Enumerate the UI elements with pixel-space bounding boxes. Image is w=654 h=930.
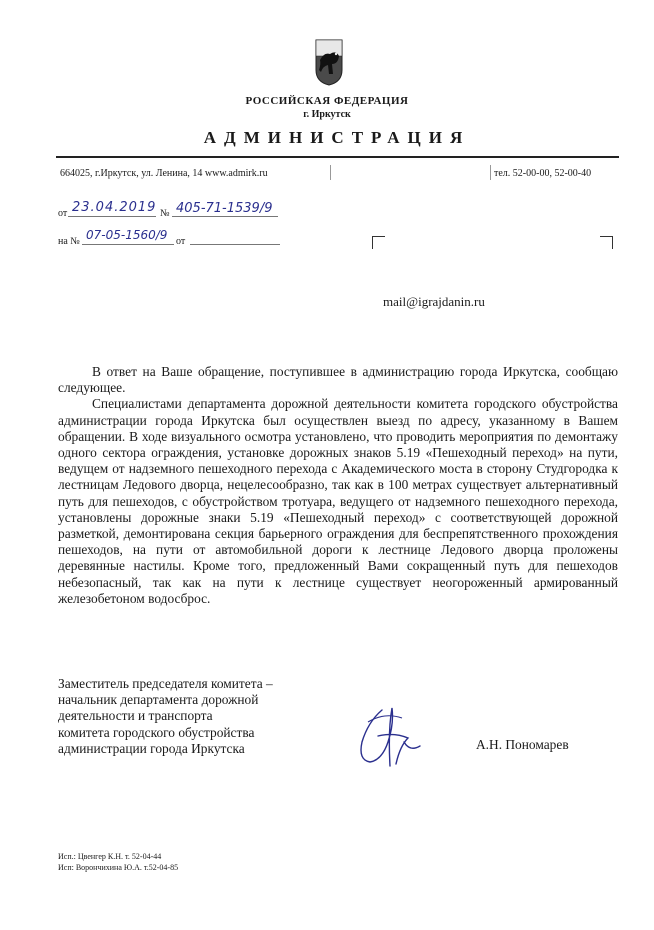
handwritten-signature	[348, 702, 428, 772]
executor-line: Исп: Ворончихина Ю.А. т.52-04-85	[58, 863, 179, 872]
reply-label: на №	[58, 236, 80, 247]
letter-body	[58, 364, 618, 607]
coat-of-arms-emblem	[314, 34, 344, 86]
recipient-email: mail@igrajdanin.ru	[383, 294, 485, 309]
city-name: г. Иркутск	[303, 109, 351, 120]
divider-mark	[330, 165, 331, 180]
date-label: от	[58, 208, 68, 219]
divider-mark	[490, 165, 491, 180]
organization-title: АДМИНИСТРАЦИЯ	[203, 128, 471, 147]
address-line: 664025, г.Иркутск, ул. Ленина, 14 www.admirk.ru	[60, 168, 268, 179]
reply-date-label: от	[176, 236, 186, 247]
phone-line: тел. 52-00-00, 52-00-40	[494, 168, 592, 179]
redacted-addressee	[380, 248, 540, 282]
body-paragraph: Специалистами департамента дорожной деятельности комитета городского обустройства администрации города Иркутска был осуществлен выезд по адресу, указанному в Вашем обращении. В ходе визуального осмотра установлено, что проводить мероприятия по демонтажу одного сектора ограждения, установке дорожных знаков 5.19 «Пешеходный переход» на пути, ведущем от надземного пешеходного перехода с Академического моста в сторону Студгородка к лестницам Ледового дворца, нецелесообразно, так как в 100 метрах существует альтернативный путь для пешеходов, с обустройством тротуара, ведущего от надземного пешеходного перехода, установлены дорожные знаки 5.19 «Пешеходный переход» с соответствующей дорожной разметкой, демонтирована секция барьерного ограждения для беспрепятственного прохождения пешеходов, на пути от автомобильной дороги к лестнице Ледового дворца проложены деревянные настилы. Кроме того, предложенный Вами сокращенный путь для пешеходов небезопасный, так как на пути к лестнице существует неогороженный армированный железобетоном водосброс.	[58, 396, 618, 606]
address-block-corner-right	[600, 236, 613, 249]
handwritten-date: 23.04.2019	[72, 200, 157, 215]
signatory-name: А.Н. Пономарев	[476, 737, 569, 752]
executor-line: Исп.: Цвенгер К.Н. т. 52-04-44	[58, 852, 162, 861]
body-paragraph: В ответ на Ваше обращение, поступившее в администрацию города Иркутска, сообщаю следующее.	[58, 364, 618, 396]
number-label: №	[160, 208, 170, 219]
handwritten-number: 405-71-1539/9	[176, 201, 273, 216]
country-name: РОССИЙСКАЯ ФЕДЕРАЦИЯ	[245, 95, 409, 107]
handwritten-reply-number: 07-05-1560/9	[86, 228, 168, 242]
reply-date-line	[190, 230, 280, 245]
header-divider	[56, 156, 619, 158]
signatory-position: Заместитель председателя комитета – начальник департамента дорожной деятельности и транспорта комитета городского обустройства администрации города Иркутска	[58, 676, 273, 756]
